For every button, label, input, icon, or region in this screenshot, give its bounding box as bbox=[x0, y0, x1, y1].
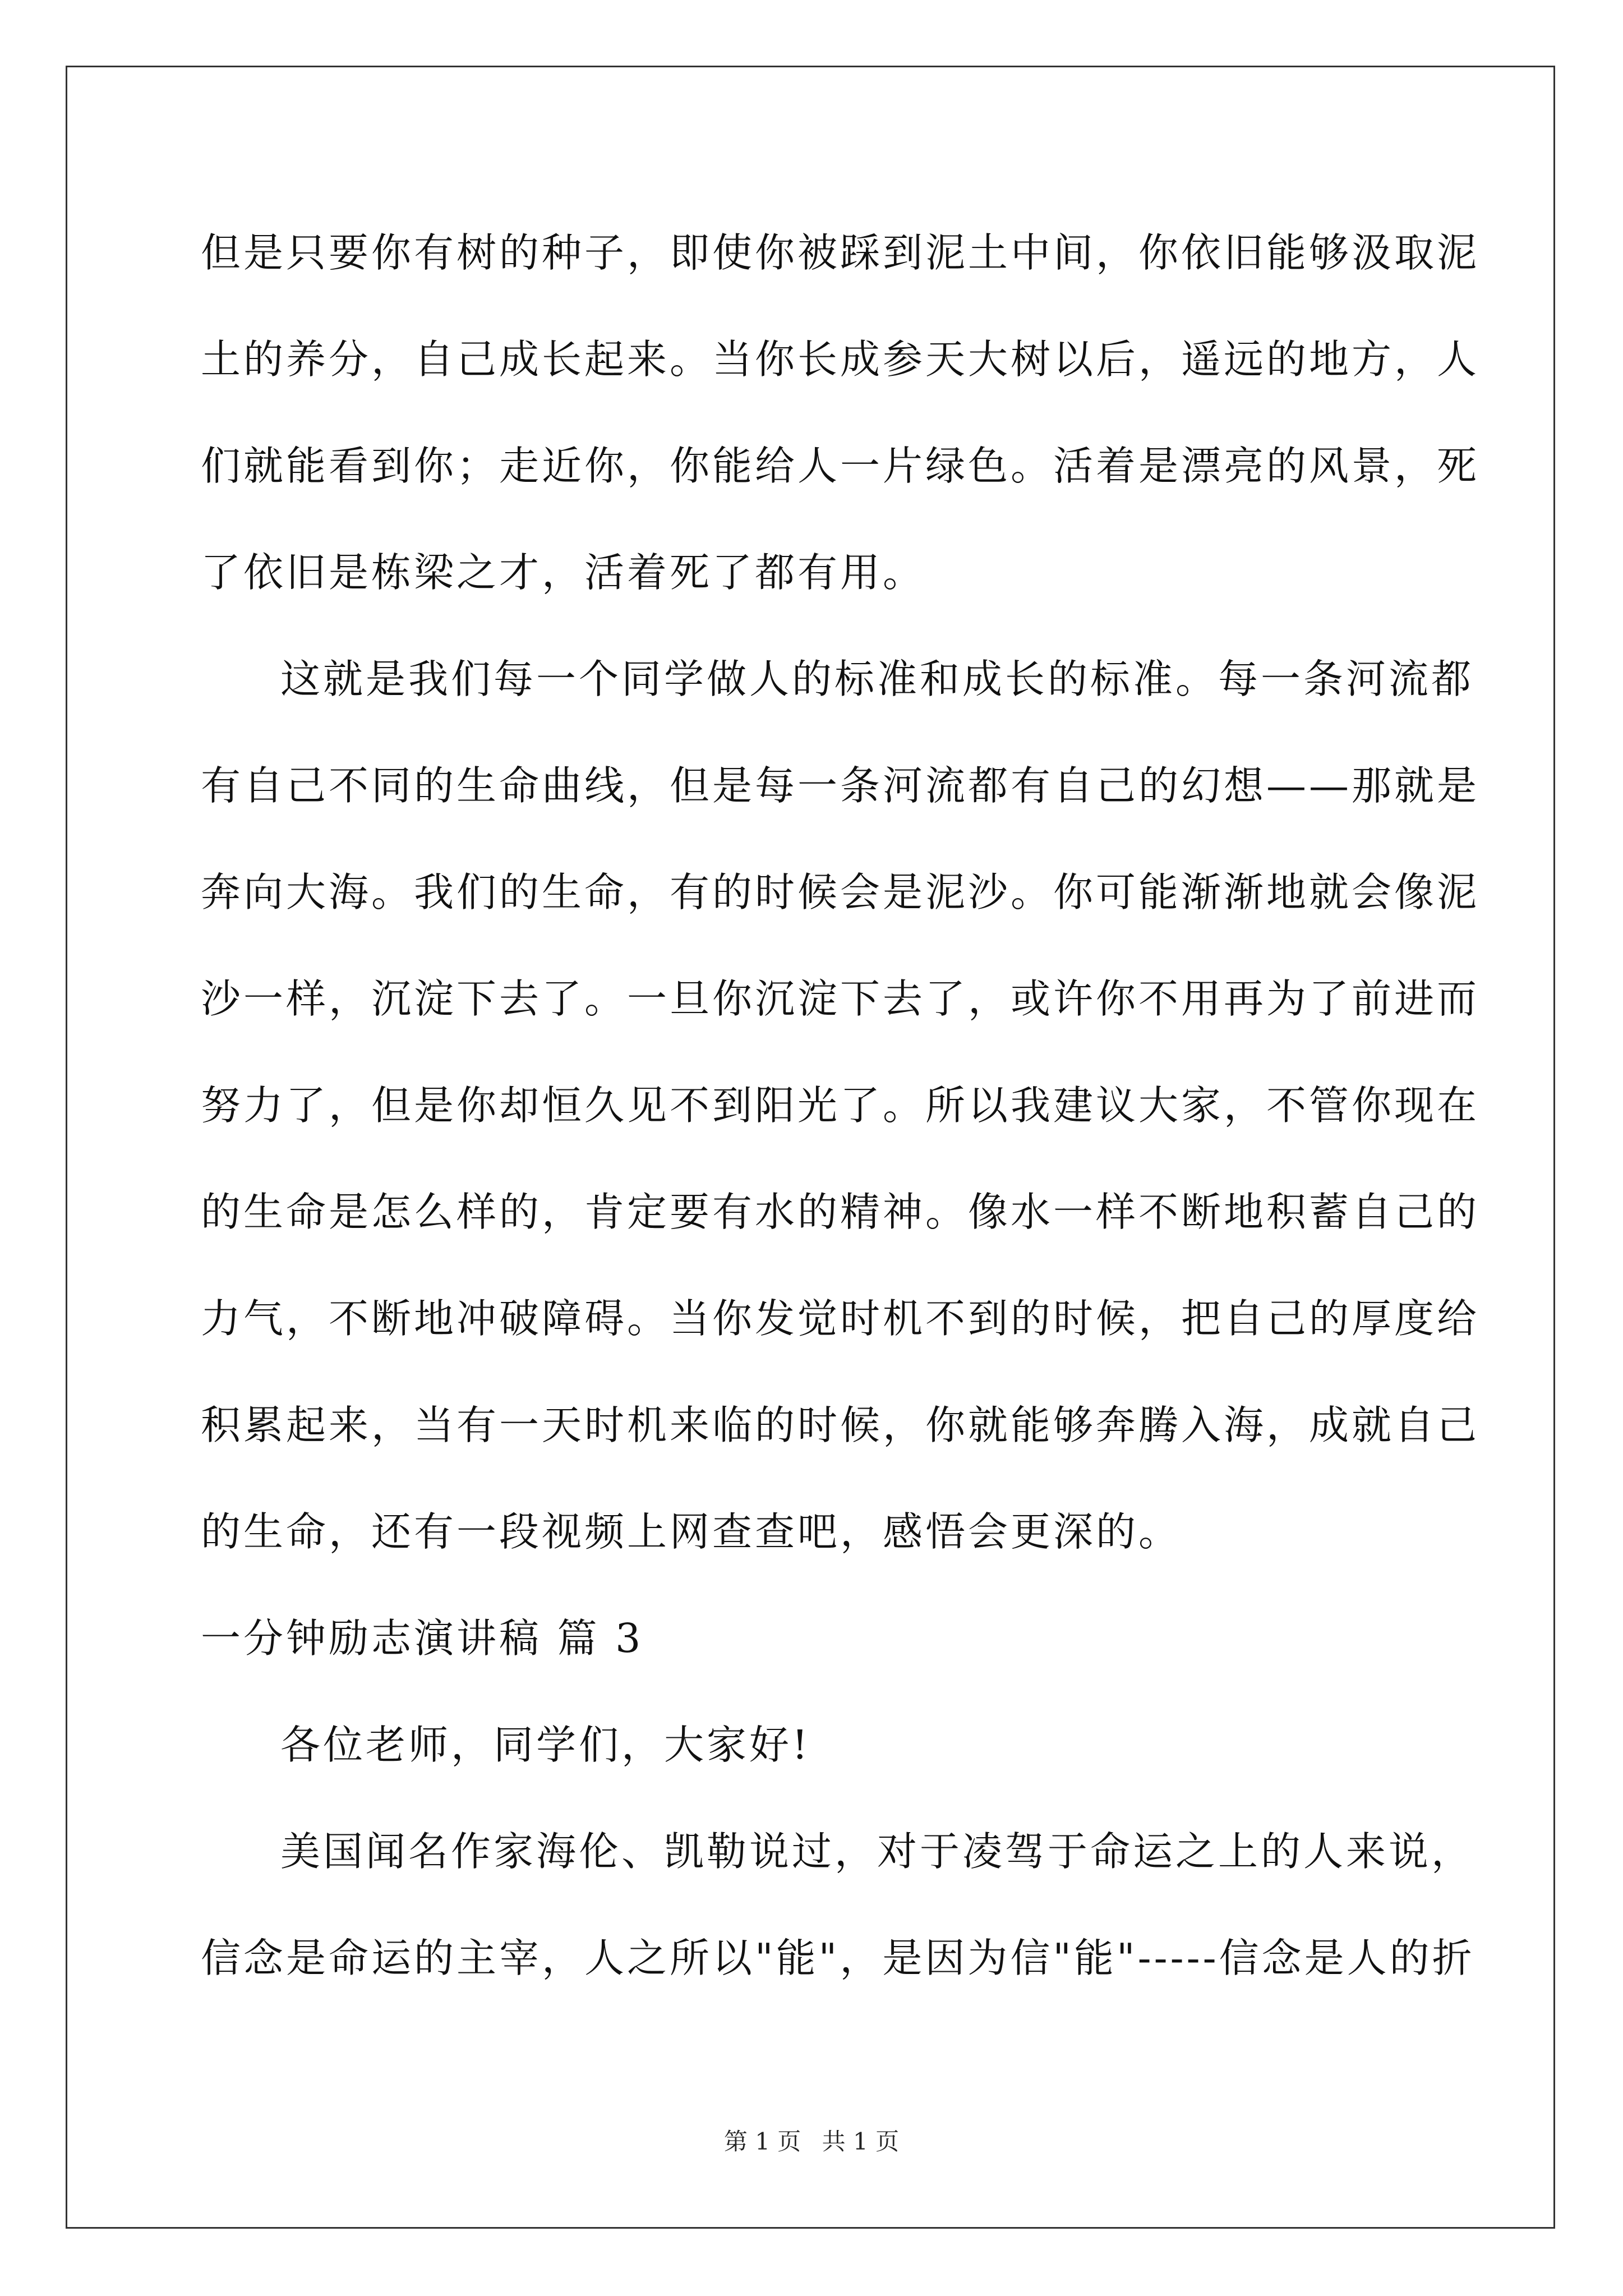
section-heading: 一分钟励志演讲稿 篇 3 bbox=[201, 1615, 644, 1662]
page-footer bbox=[0, 2123, 1623, 2157]
text-line: 这就是我们每一个同学做人的标准和成长的标准。每一条河流都 bbox=[280, 656, 1474, 702]
text-line: 了依旧是栋梁之才，活着死了都有用。 bbox=[201, 549, 926, 596]
text-line: 的生命，还有一段视频上网查查吧，感悟会更深的。 bbox=[201, 1508, 1182, 1555]
text-line: 美国闻名作家海伦、凯勒说过，对于凌驾于命运之上的人来说， bbox=[280, 1828, 1474, 1875]
text-line: 土的养分，自己成长起来。当你长成参天大树以后，遥远的地方，人 bbox=[201, 336, 1480, 383]
text-line: 但是只要你有树的种子，即使你被踩到泥土中间，你依旧能够汲取泥 bbox=[201, 229, 1480, 276]
text-line: 沙一样，沉淀下去了。一旦你沉淀下去了，或许你不用再为了前进而 bbox=[201, 976, 1480, 1022]
text-line: 奔向大海。我们的生命，有的时候会是泥沙。你可能渐渐地就会像泥 bbox=[201, 869, 1480, 915]
text-line: 有自己不同的生命曲线，但是每一条河流都有自己的幻想——那就是 bbox=[201, 762, 1480, 809]
text-line: 努力了，但是你却恒久见不到阳光了。所以我建议大家，不管你现在 bbox=[201, 1082, 1480, 1129]
text-line: 力气，不断地冲破障碍。当你发觉时机不到的时候，把自己的厚度给 bbox=[201, 1295, 1480, 1342]
text-line: 的生命是怎么样的，肯定要有水的精神。像水一样不断地积蓄自己的 bbox=[201, 1189, 1480, 1235]
page-number-total: 共 1 页 bbox=[822, 2128, 900, 2155]
greeting-line: 各位老师，同学们，大家好! bbox=[280, 1722, 811, 1768]
text-line: 们就能看到你；走近你，你能给人一片绿色。活着是漂亮的风景，死 bbox=[201, 443, 1480, 489]
text-line: 积累起来，当有一天时机来临的时候，你就能够奔腾入海，成就自己 bbox=[201, 1402, 1480, 1448]
document-body bbox=[201, 200, 1480, 2012]
text-line: 信念是命运的主宰，人之所以"能"，是因为信"能"-----信念是人的折 bbox=[201, 1935, 1475, 1981]
page-number-current: 第 1 页 bbox=[723, 2128, 801, 2155]
